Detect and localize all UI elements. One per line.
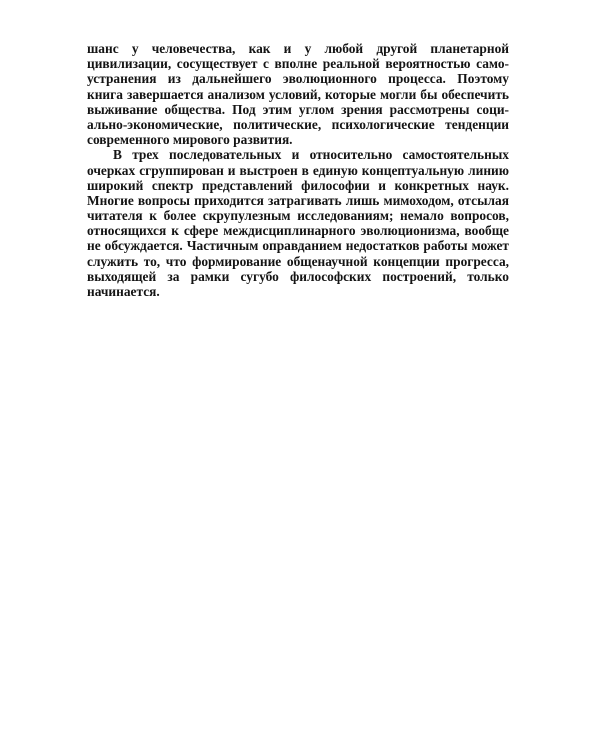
- text-line: относящихся к сфере междисциплинарного эволюционизма, вообще: [87, 223, 509, 239]
- text-line: В трех последовательных и относительно самостоятельных: [113, 147, 509, 163]
- text-line: выживание общества. Под этим углом зрения рассмотрены соци-: [87, 101, 509, 117]
- text-line: Многие вопросы приходится затрагивать лишь мимоходом, отсылая: [87, 192, 509, 208]
- text-line: выходящей за рамки сугубо философских построений, только: [87, 268, 509, 284]
- text-line: устранения из дальнейшего эволюционного процесса. Поэтому: [87, 71, 509, 87]
- text-line: читателя к более скрупулезным исследованиям; немало вопросов,: [87, 208, 509, 224]
- text-line: очерках сгруппирован и выстроен в единую концептуальную линию: [87, 162, 509, 178]
- text-line: начинается.: [87, 284, 160, 299]
- text-line: не обсуждается. Частичным оправданием недостатков работы может: [87, 238, 509, 254]
- body-text: [87, 41, 509, 299]
- text-line: широкий спектр представлений философии и конкретных наук.: [87, 177, 509, 193]
- text-line: книга завершается анализом условий, которые могли бы обеспечить: [87, 86, 509, 102]
- text-line: служить то, что формирование общенаучной концепции прогресса,: [87, 253, 509, 269]
- text-line: ально-экономические, политические, психологические тенденции: [87, 116, 509, 132]
- paragraph-1: [87, 41, 509, 147]
- text-line: современного мирового развития.: [87, 132, 293, 148]
- text-line: шанс у человечества, как и у любой другой планетарной: [87, 41, 509, 56]
- text-line: цивилизации, сосуществует с вполне реальной вероятностью само-: [87, 56, 509, 72]
- paragraph-2: [87, 147, 509, 299]
